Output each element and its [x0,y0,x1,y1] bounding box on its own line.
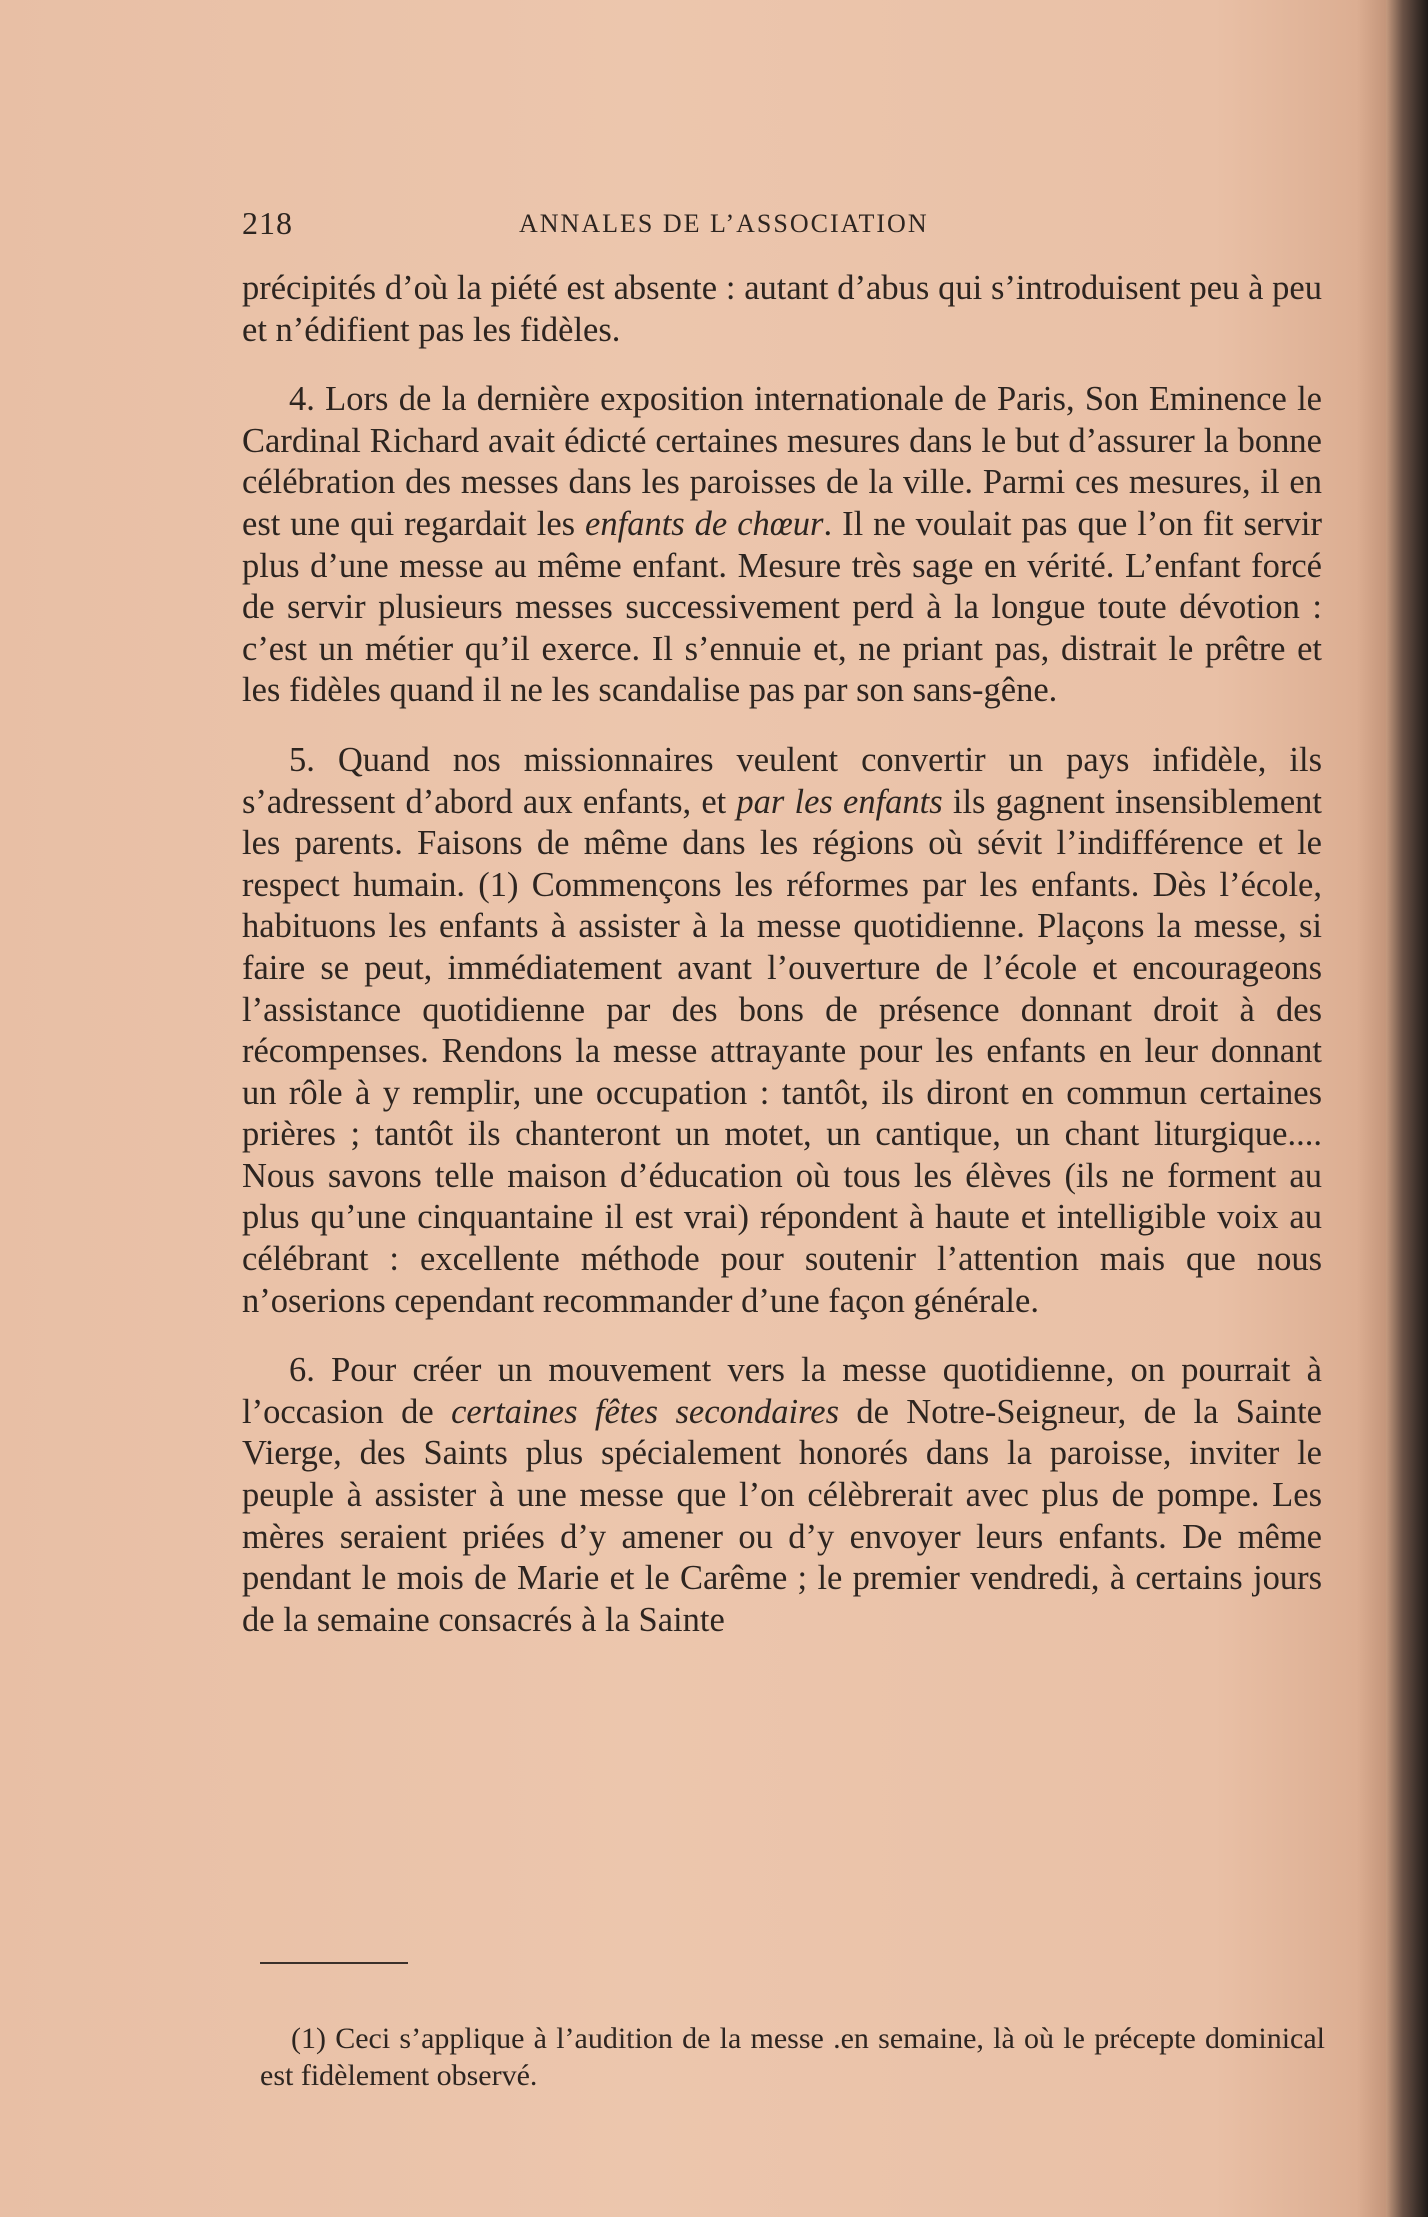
paragraph-5-text-1: 5. Quand nos missionnaires veulent convertir un pays infidèle, ils s’adressent d’abord aux enfants, et [242,740,1322,821]
paragraph-6-text-2: de Notre-Seigneur, de la Sainte Vierge, des Saints plus spécialement honorés dans la paroisse, inviter le peuple à assister à une messe que l’on célèbrerait avec plus de pompe. Les mères seraient priées d’y amener ou d’y envoyer leurs enfants. De même pendant le mois de Marie et le Carême ; le premier vendredi, à certains jours de la semaine consacrés à la Sainte [242,1392,1322,1639]
paragraph-6-text-1: 6. Pour créer un mouvement vers la messe quotidienne, on pourrait à l’occasion de [242,1351,1322,1431]
paragraph-4-text-1: 4. Lors de la dernière exposition internationale de Paris, Son Eminence le Cardinal Richard avait édicté certaines mesures dans le but d’assurer la bonne célébration des messes dans les paroisses de la ville. Parmi ces mesures, il en est une qui regardait les [242,380,1322,543]
paragraph-6-italic: certaines fêtes secondaires [451,1392,839,1431]
footnote-rule [260,1962,408,1964]
paragraph-4 [242,379,1322,712]
page-edge-shadow [1386,0,1428,2217]
running-title: ANNALES DE L’ASSOCIATION [519,209,929,238]
page-header [242,205,1322,255]
page-number: 218 [242,205,293,241]
paragraph-4-text-2: . Il ne voulait pas que l’on fit servir plus d’une messe au même enfant. Mesure très sage en vérité. L’enfant forcé de servir plusieurs messes successivement perd à la longue toute dévotion : c’est un métier qu’il exerce. Il s’ennuie et, ne priant pas, distrait le prêtre et les fidèles quand il ne les scandalise pas par son sans-gêne. [242,504,1322,710]
paragraph-5-italic: par les enfants [736,782,943,821]
opening-paragraph: précipités d’où la piété est absente : autant d’abus qui s’introduisent peu à peu et n’édifient pas les fidèles. [242,269,1322,349]
paragraph-4-italic: enfants de chœur [585,504,824,543]
footnote: (1) Ceci s’applique à l’audition de la messe .en semaine, là où le précepte dominical est fidèlement observé. [260,2022,1325,2092]
paragraph-5-text-2: ils gagnent insensiblement les parents. Faisons de même dans les régions où sévit l’indifférence et le respect humain. (1) Commençons les réformes par les enfants. Dès l’école, habituons les enfants à assister à la messe quotidienne. Plaçons la messe, si faire se peut, immédiatement avant l’ouverture de l’école et encourageons l’assistance quotidienne par des bons de présence donnant droit à des récompenses. Rendons la messe attrayante pour les enfants en leur donnant un rôle à y remplir, une occupation : tantôt, ils diront en commun certaines prières ; tantôt ils chanteront un motet, un cantique, un chant liturgique.... Nous savons telle maison d’éducation où tous les élèves (ils ne forment au plus qu’une cinquantaine il est vrai) répondent à haute et intelligible voix au célébrant : excellente méthode pour soutenir l’attention mais que nous n’oserions cependant recommander d’une façon générale. [242,782,1322,1320]
paragraph-6 [242,1350,1322,1641]
body-text [242,268,1322,1641]
paragraph-5 [242,740,1322,1322]
